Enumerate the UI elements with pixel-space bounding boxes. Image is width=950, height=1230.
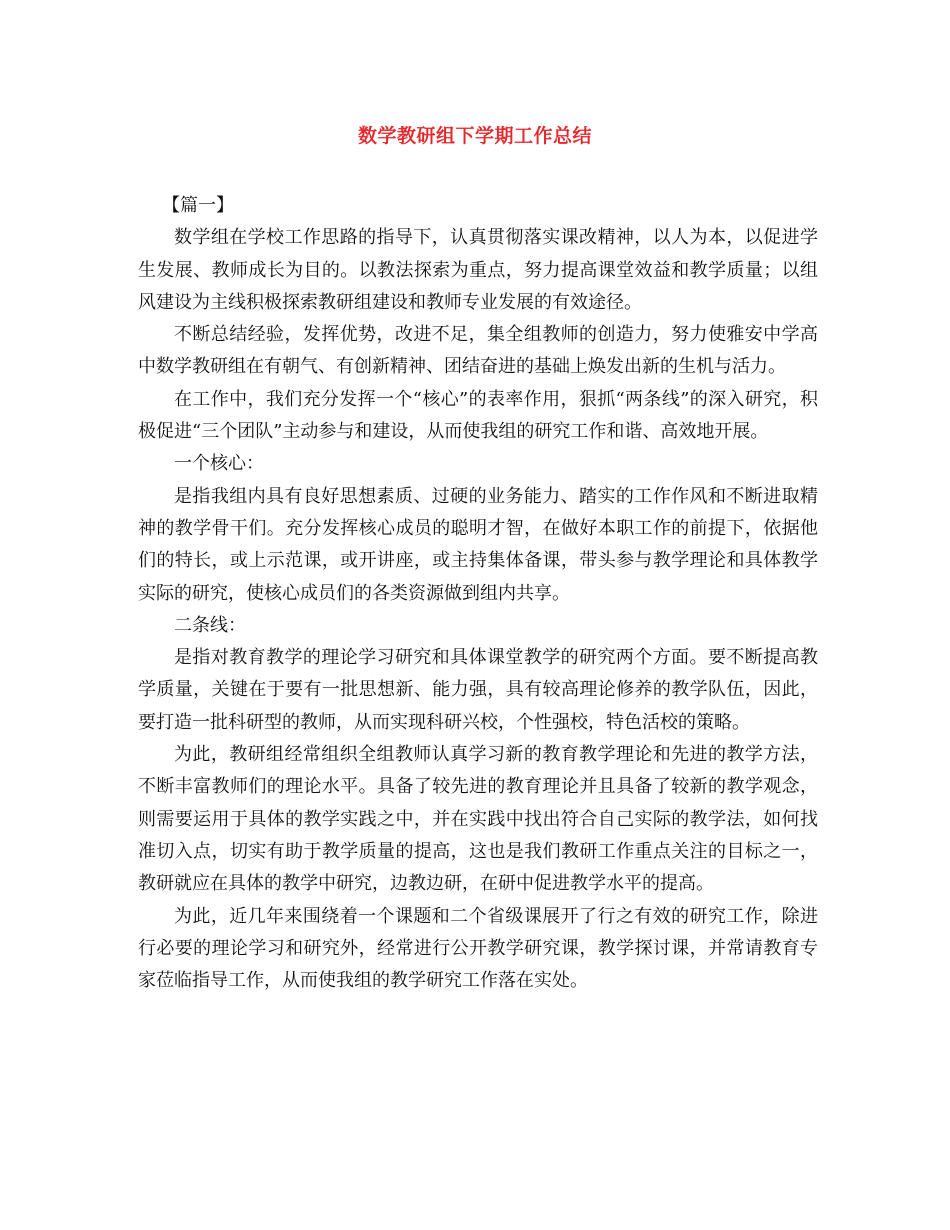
- paragraph: 不断总结经验，发挥优势，改进不足，集全组教师的创造力，努力使雅安中学高中数学教研组在有朝气、有创新精神、团结奋进的基础上焕发出新的生机与活力。: [138, 324, 818, 378]
- document-body: [138, 190, 818, 997]
- section-label: 【篇一】: [162, 195, 234, 216]
- paragraph: 是指我组内具有良好思想素质、过硬的业务能力、踏实的工作作风和不断进取精神的教学骨干们。充分发挥核心成员的聪明才智，在做好本职工作的前提下，依据他们的特长，或上示范课，或开讲座，或主持集体备课，带头参与教学理论和具体教学实际的研究，使核心成员们的各类资源做到组内共享。: [138, 485, 818, 604]
- subheading-core: 一个核心：: [174, 453, 264, 475]
- document-title: 数学教研组下学期工作总结: [357, 125, 592, 147]
- paragraph: 在工作中，我们充分发挥一个“核心”的表率作用，狠抓“两条线”的深入研究，积极促进“三个团队”主动参与和建设，从而使我组的研究工作和谐、高效地开展。: [138, 388, 818, 443]
- paragraph: 为此，教研组经常组织全组教师认真学习新的教育教学理论和先进的教学方法，不断丰富教师们的理论水平。具备了较先进的教育理论并且具备了较新的教学观念，则需要运用于具体的教学实践之中，并在实践中找出符合自己实际的教学法，如何找准切入点，切实有助于教学质量的提高，这也是我们教研工作重点关注的目标之一，教研就应在具体的教学中研究，边教边研，在研中促进教学水平的提高。: [138, 744, 818, 895]
- paragraph: 数学组在学校工作思路的指导下，认真贯彻落实课改精神，以人为本，以促进学生发展、教师成长为目的。以教法探索为重点，努力提高课堂效益和教学质量；以组风建设为主线积极探索教研组建设和教师专业发展的有效途径。: [138, 227, 818, 313]
- paragraph: 为此，近几年来围绕着一个课题和二个省级课展开了行之有效的研究工作，除进行必要的理论学习和研究外，经常进行公开教学研究课，教学探讨课，并常请教育专家莅临指导工作，从而使我组的教学研究工作落在实处。: [138, 905, 818, 992]
- subheading-two-lines: 二条线：: [174, 614, 246, 636]
- paragraph: 是指对教育教学的理论学习研究和具体课堂教学的研究两个方面。要不断提高教学质量，关键在于要有一批思想新、能力强，具有较高理论修养的教学队伍，因此，要打造一批科研型的教师，从而实现科研兴校，个性强校，特色活校的策略。: [138, 647, 818, 733]
